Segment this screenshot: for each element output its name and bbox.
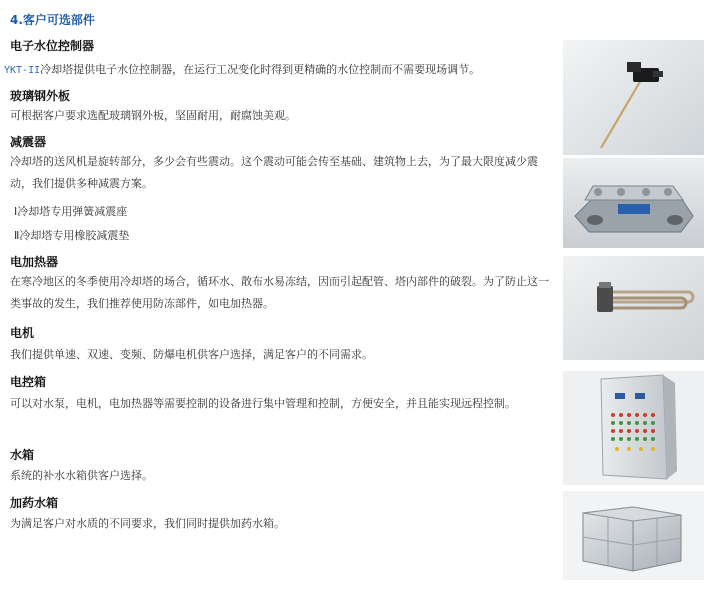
text-water-tank: 系统的补水水箱供客户选择。 (10, 469, 153, 482)
section-title: 4.客户可选部件 (10, 13, 95, 27)
text-damper: 冷却塔的送风机是旋转部分，多少会有些震动。这个震动可能会传至基础、建筑物上去，为了最大限度减少震动，我们提供多种减震方案。 (10, 155, 538, 190)
damper-image (563, 158, 704, 248)
heading-water-level-controller: 电子水位控制器 (10, 39, 95, 53)
model-number: YKT-II (4, 65, 41, 76)
text-dosing-tank: 为满足客户对水质的不同要求，我们同时提供加药水箱。 (10, 517, 285, 530)
water-tank-image (563, 491, 704, 580)
text-electric-heater: 在寒冷地区的冬季使用冷却塔的场合，循环水、散布水易冻结，因而引起配管、塔内部件的破裂。为了防止这一类事故的发生，我们推荐使用防冻部件，如电加热器。 (10, 275, 549, 310)
text-motor: 我们提供单速、双速、变频、防爆电机供客户选择，满足客户的不同需求。 (10, 348, 373, 361)
text-frp-panel: 可根据客户要求选配玻璃钢外板，坚固耐用，耐腐蚀美观。 (10, 109, 296, 122)
heading-electric-heater: 电加热器 (10, 255, 59, 269)
water-level-controller-image (563, 40, 704, 155)
text-control-box: 可以对水泵，电机，电加热器等需要控制的设备进行集中管理和控制，方便安全，并且能实现远程控制。 (10, 397, 516, 410)
electric-heater-image (563, 256, 704, 360)
heading-frp-panel: 玻璃钢外板 (10, 89, 71, 103)
text-water-level-controller (4, 59, 564, 82)
damper-option-spring: Ⅰ冷却塔专用弹簧减震座 (14, 205, 128, 218)
text-water-level-controller-body: 冷却塔提供电子水位控制器，在运行工况变化时得到更精确的水位控制而不需要现场调节。 (40, 63, 481, 76)
heading-damper: 减震器 (10, 135, 47, 149)
heading-dosing-tank: 加药水箱 (10, 496, 59, 510)
heading-water-tank: 水箱 (10, 448, 35, 462)
control-box-image (563, 371, 704, 485)
heading-motor: 电机 (10, 326, 35, 340)
damper-option-rubber: Ⅱ冷却塔专用橡胶减震垫 (14, 229, 130, 242)
heading-control-box: 电控箱 (10, 375, 47, 389)
